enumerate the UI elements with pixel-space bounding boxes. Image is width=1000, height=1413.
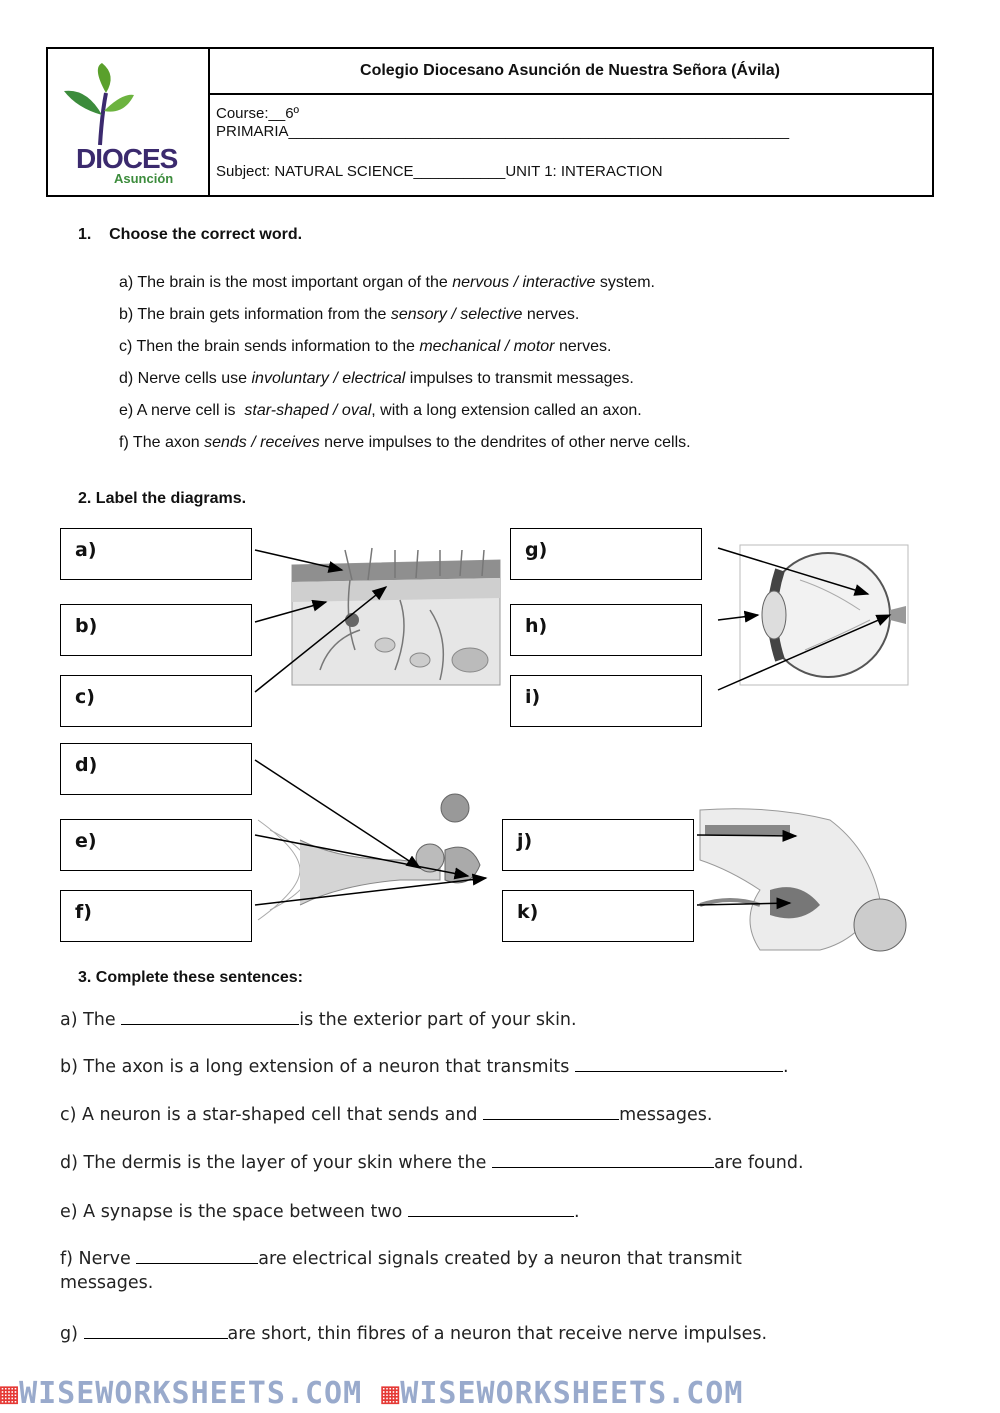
answer-blank[interactable]: [136, 1247, 258, 1264]
sentence-g: g) are short, thin fibres of a neuron that receive nerve impulses.: [60, 1324, 768, 1344]
watermark-text: WISEWORKSHEETS.COM: [400, 1376, 744, 1411]
sentence-e: e) A synapse is the space between two .: [60, 1202, 580, 1222]
choice-item: c) Then the brain sends information to the mechanical / motor nerves.: [119, 338, 612, 355]
answer-blank[interactable]: [84, 1322, 228, 1339]
choice-options[interactable]: nervous / interactive: [452, 274, 596, 291]
label-box-k[interactable]: k): [502, 890, 694, 942]
sentence-a: a) The is the exterior part of your skin.: [60, 1010, 577, 1030]
nose-tongue-diagram: [700, 809, 906, 951]
sentence-b: b) The axon is a long extension of a neuron that transmits .: [60, 1057, 789, 1077]
choice-item: a) The brain is the most important organ of the nervous / interactive system.: [119, 274, 655, 291]
watermark-icon: ▦: [0, 1376, 20, 1411]
choice-options[interactable]: mechanical / motor: [419, 338, 555, 355]
watermark-text: WISEWORKSHEETS.COM: [19, 1376, 363, 1411]
choice-options[interactable]: involuntary / electrical: [251, 370, 406, 387]
label-box-e[interactable]: e): [60, 819, 252, 871]
school-logo: [48, 49, 210, 195]
course-field: [216, 105, 789, 141]
level-line: PRIMARIA____________________________________________________________: [216, 123, 790, 140]
sentence-c: c) A neuron is a star-shaped cell that sends and messages.: [60, 1105, 713, 1125]
sentence-f: f) Nerve are electrical signals created by a neuron that transmit: [60, 1249, 742, 1269]
choice-options[interactable]: sends / receives: [204, 434, 320, 451]
leaf-icon: [62, 63, 142, 147]
choice-item: d) Nerve cells use involuntary / electrical impulses to transmit messages.: [119, 370, 634, 387]
answer-blank[interactable]: [483, 1103, 619, 1120]
choice-list: [119, 273, 691, 465]
label-box-c[interactable]: c): [60, 675, 252, 727]
answer-blank[interactable]: [121, 1008, 299, 1025]
answer-blank[interactable]: [575, 1055, 783, 1072]
header-table: [46, 47, 934, 197]
logo-text: DIOCES: [76, 143, 178, 174]
label-box-i[interactable]: i): [510, 675, 702, 727]
watermark-icon: ▦: [381, 1376, 401, 1411]
label-box-d[interactable]: d): [60, 743, 252, 795]
answer-blank[interactable]: [408, 1200, 574, 1217]
sentence-d: d) The dermis is the layer of your skin where the are found.: [60, 1153, 804, 1173]
logo-subtext: Asunción: [114, 171, 174, 186]
school-name: Colegio Diocesano Asunción de Nuestra Señora (Ávila): [208, 49, 932, 95]
skin-diagram: [292, 548, 500, 685]
choice-item: f) The axon sends / receives nerve impulses to the dendrites of other nerve cells.: [119, 434, 691, 451]
label-box-b[interactable]: b): [60, 604, 252, 656]
section2-title: 2. Label the diagrams.: [78, 490, 247, 507]
diagrams-layer: [0, 520, 1000, 960]
sentence-f-cont: messages.: [60, 1273, 154, 1293]
choice-item: b) The brain gets information from the sensory / selective nerves.: [119, 306, 580, 323]
answer-blank[interactable]: [492, 1151, 714, 1168]
label-box-f[interactable]: f): [60, 890, 252, 942]
watermark-strip: [0, 1376, 1000, 1413]
label-box-j[interactable]: j): [502, 819, 694, 871]
course-line: Course:__6º: [216, 105, 300, 122]
label-box-g[interactable]: g): [510, 528, 702, 580]
subject-field: Subject: NATURAL SCIENCE___________UNIT 1: INTERACTION: [216, 163, 663, 180]
label-box-h[interactable]: h): [510, 604, 702, 656]
eye-diagram: [740, 545, 908, 685]
choice-options[interactable]: star-shaped / oval: [244, 402, 372, 419]
section1-title: 1. Choose the correct word.: [78, 226, 303, 243]
label-box-a[interactable]: a): [60, 528, 252, 580]
section3-title: 3. Complete these sentences:: [78, 969, 303, 986]
choice-item: e) A nerve cell is star-shaped / oval, with a long extension called an axon.: [119, 402, 642, 419]
choice-options[interactable]: sensory / selective: [390, 306, 523, 323]
